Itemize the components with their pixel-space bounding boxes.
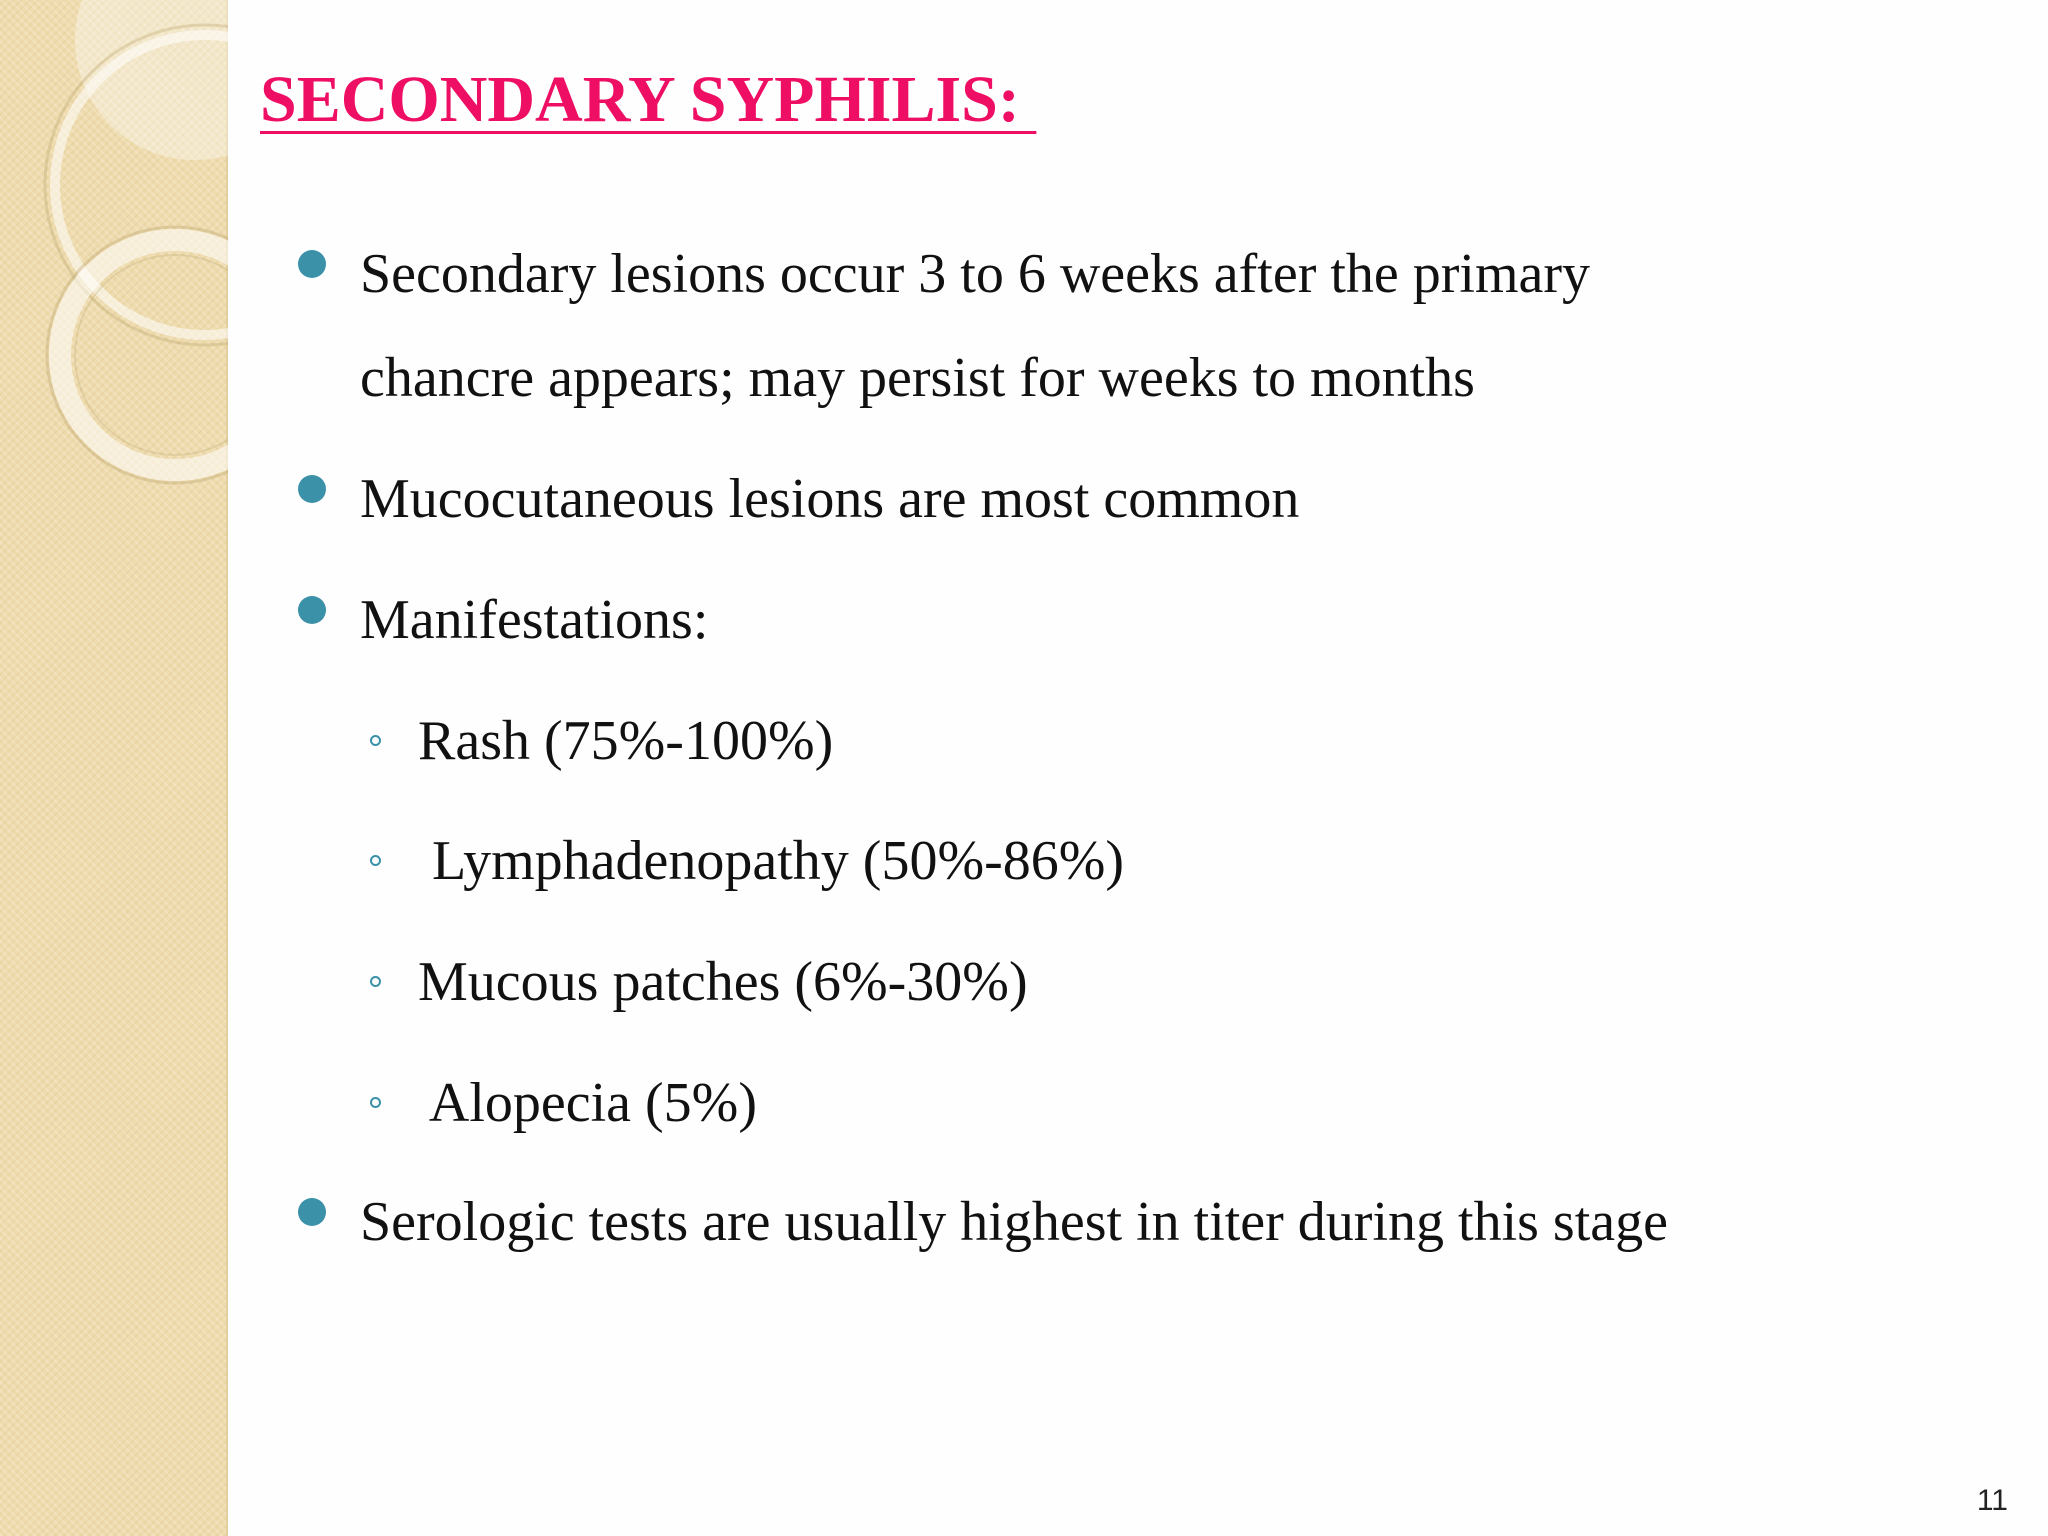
decorative-sidebar (0, 0, 228, 1536)
filled-circle-bullet-icon (298, 250, 326, 278)
sub-bullet-text: Lymphadenopathy (50%-86%) (418, 830, 1125, 892)
slide-title: SECONDARY SYPHILIS: (260, 63, 1037, 136)
hollow-ring-bullet-icon (370, 855, 381, 866)
hollow-ring-bullet-icon (370, 1097, 381, 1108)
bullet-text: Manifestations: (360, 589, 709, 651)
bullet-text: Serologic tests are usually highest in titer during this stage (360, 1191, 1668, 1253)
ring-ornament (0, 0, 228, 560)
sub-bullet-text: Alopecia (5%) (418, 1072, 757, 1134)
sub-bullet-text: Mucous patches (6%-30%) (418, 951, 1028, 1013)
page-number: 11 (1976, 1484, 2008, 1517)
hollow-ring-bullet-icon (370, 976, 381, 987)
bullet-text: Secondary lesions occur 3 to 6 weeks after the primary (360, 243, 1591, 305)
bullet-text: Mucocutaneous lesions are most common (360, 468, 1300, 530)
filled-circle-bullet-icon (298, 1198, 326, 1226)
filled-circle-bullet-icon (298, 596, 326, 624)
sub-bullet-text: Rash (75%-100%) (418, 710, 834, 772)
filled-circle-bullet-icon (298, 475, 326, 503)
hollow-ring-bullet-icon (370, 735, 381, 746)
bullet-text-continuation: chancre appears; may persist for weeks to months (360, 347, 1475, 409)
